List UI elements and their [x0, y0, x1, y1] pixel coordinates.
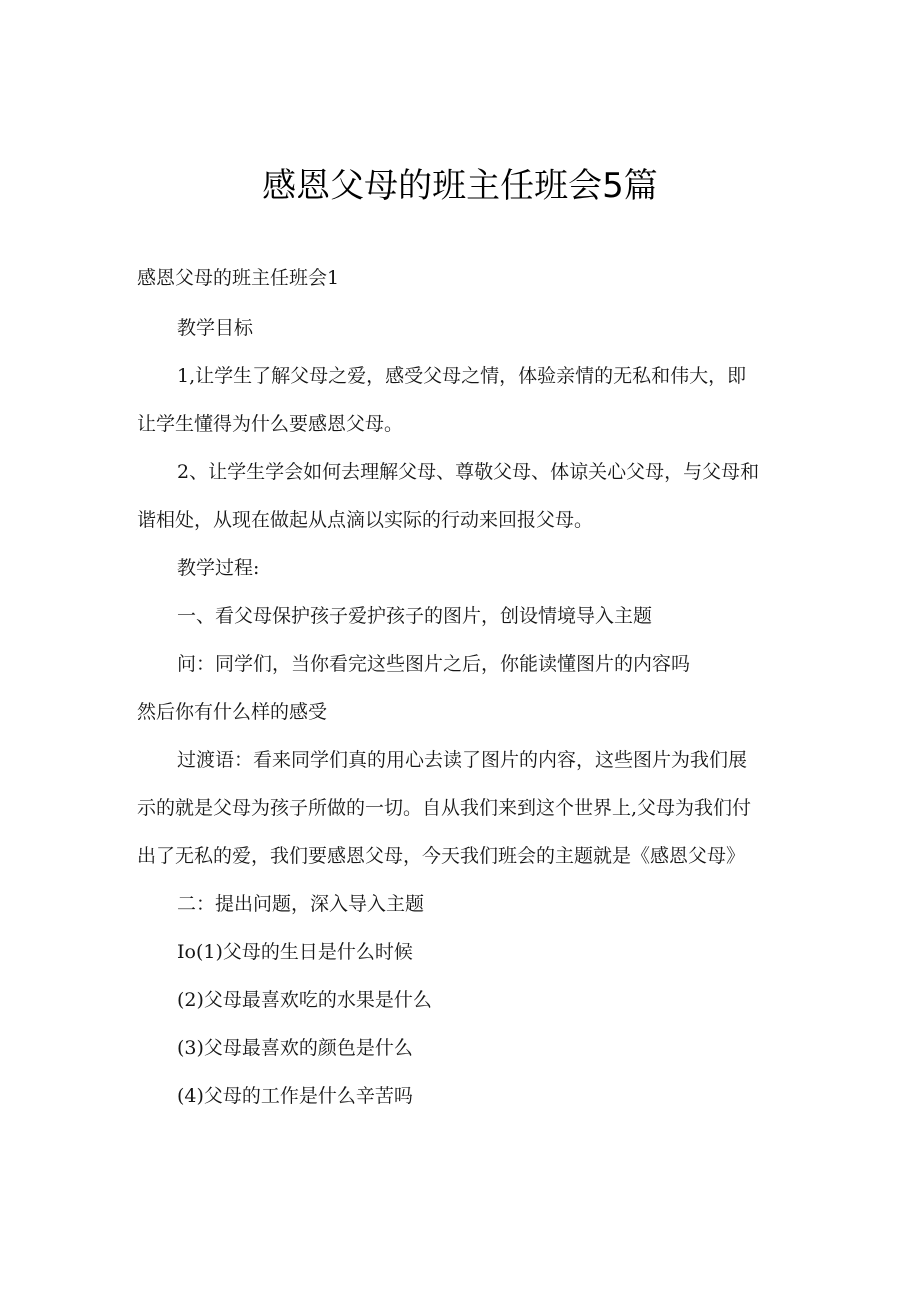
paragraph-line: 教学过程:: [177, 557, 260, 579]
list-item: (3)父母最喜欢的颜色是什么: [177, 1037, 413, 1059]
list-item: (4)父母的工作是什么辛苦吗: [177, 1085, 413, 1107]
paragraph-line: 过渡语：看来同学们真的用心去读了图片的内容，这些图片为我们展: [177, 749, 748, 771]
paragraph-line: 出了无私的爱，我们要感恩父母，今天我们班会的主题就是《感恩父母》: [137, 845, 746, 867]
section-heading: 感恩父母的班主任班会1: [137, 267, 340, 289]
paragraph-line: 1,让学生了解父母之爱，感受父母之情，体验亲情的无私和伟大，即: [177, 365, 747, 387]
paragraph-line: 问：同学们，当你看完这些图片之后，你能读懂图片的内容吗: [177, 653, 691, 675]
paragraph-line: 2、让学生学会如何去理解父母、尊敬父母、体谅关心父母，与父母和: [177, 461, 760, 483]
paragraph-line: 示的就是父母为孩子所做的一切。自从我们来到这个世界上,父母为我们付: [137, 797, 752, 819]
list-item: Io(1)父母的生日是什么时候: [177, 941, 413, 963]
list-item: (2)父母最喜欢吃的水果是什么: [177, 989, 432, 1011]
paragraph-line: 让学生懂得为什么要感恩父母。: [137, 413, 404, 435]
document-title: 感恩父母的班主任班会5篇: [262, 166, 658, 206]
paragraph-line: 一、看父母保护孩子爱护孩子的图片，创设情境导入主题: [177, 605, 653, 627]
paragraph-line: 谐相处，从现在做起从点滴以实际的行动来回报父母。: [137, 509, 594, 531]
paragraph-line: 然后你有什么样的感受: [137, 701, 328, 723]
paragraph-line: 教学目标: [177, 317, 254, 339]
paragraph-line: 二：提出问题，深入导入主题: [177, 893, 425, 915]
